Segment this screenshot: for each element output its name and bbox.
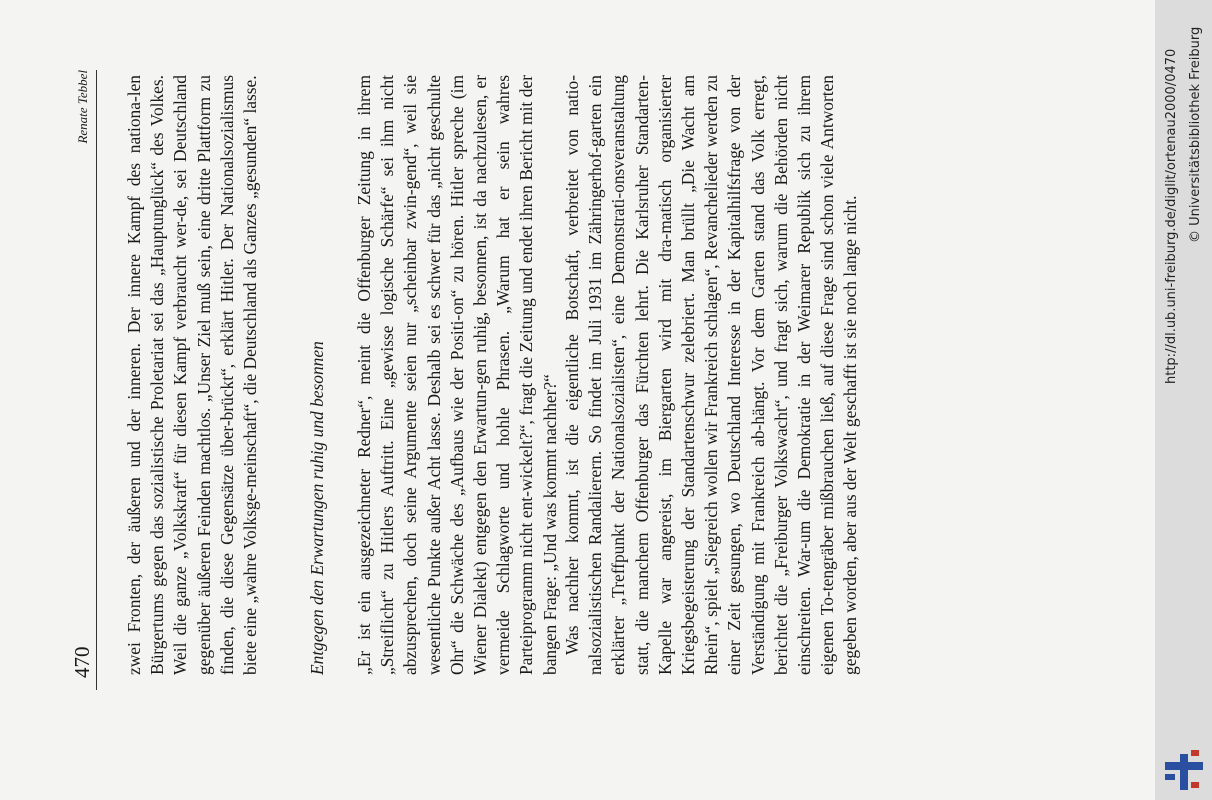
body-paragraph: zwei Fronten, der äußeren und der inneren. Der innere Kampf des nationa-len Bürgertums gegen das sozialistische Proletariat sei das „Hauptunglück“ des Volkes. Weil die ganze „Volkskraft“ für diesen Kampf verbraucht wer-de, sei Deutschland gegenüber äußeren Feinden machtlos. „Unser Ziel muß sein, eine dritte Plattform zu finden, die diese Gegensätze über-brückt“, erklärt Hitler. Der Nationalsozialismus biete eine „wahre Volksge-meinschaft“, die Deutschland als Ganzes „gesunden“ lasse.	[124, 75, 261, 675]
section-heading: Entgegen den Erwartungen ruhig und besonnen	[307, 341, 327, 675]
page-header	[70, 70, 97, 690]
source-url-link[interactable]: http://dl.ub.uni-freiburg.de/diglit/ortenau2000/0470	[1164, 48, 1179, 384]
body-paragraph: Was nachher kommt, ist die eigentliche Botschaft, verbreitet von natio-nalsozialistischen Randalierern. So findet im Juli 1931 im Zähringerhof-garten ein erklärter „Treffpunkt der Nationalsozialisten“, eine Demonstrati-onsveranstaltung statt, die manchem Offenburger das Fürchten lehrt. Die Karlsruher Standarten-Kapelle war angereist, im Biergarten wird mit dra-matisch organisierter Kriegsbegeisterung der Standartenschwur zelebriert. Man brüllt „Die Wacht am Rhein“, spielt „Siegreich wollen wir Frankreich schlagen“, Revanchelieder werden zu einer Zeit gesungen, wo Deutschland Interesse in der Kapitalhilfsfrage von der Verständigung mit Frankreich ab-hängt. Vor dem Garten stand das Volk erregt, berichtet die „Freiburger Volkswacht“, und fragt sich, warum die Behörden nicht einschreiten. War-um die Demokratie in der Weimarer Republik sich zu ihrem eigenen To-tengräber mißbrauchen ließ, auf diese Frage sind schon viele Antworten gegeben worden, aber aus der Welt geschafft ist sie noch lange nicht.	[562, 75, 861, 675]
running-head: Renate Tebbel	[75, 70, 90, 144]
ub-freiburg-logo-icon	[1163, 748, 1205, 794]
copyright-notice: © Universitätsbibliothek Freiburg	[1188, 26, 1203, 243]
page-number: 470	[70, 646, 94, 678]
viewer-sidebar	[1155, 0, 1212, 800]
body-paragraph: „Er ist ein ausgezeichneter Redner“, meint die Offenburger Zeitung in ihrem „Streiflicht“ zu Hitlers Auftritt. Eine „gewisse logische Schärfe“ sei ihm nicht abzusprechen, doch seine Argumente seien nur „scheinbar zwin-gend“, weil sie wesentliche Punkte außer Acht lasse. Deshalb sei es schwer für das „nicht geschulte Ohr“ die Schwäche des „Aufbaus wie der Positi-on“ zu hören. Hitler spreche (im Wiener Dialekt) entgegen den Erwartun-gen ruhig, besonnen, ist da nachzulesen, er vermeide Schlagworte und hohle Phrasen. „Warum hat er sein wahres Parteiprogramm nicht ent-wickelt?“, fragt die Zeitung und endet ihren Bericht mit der bangen Frage: „Und was kommt nachher?“	[354, 75, 560, 675]
sidebar-rotated-text	[1155, 0, 1212, 800]
rotated-page-content	[0, 30, 861, 790]
